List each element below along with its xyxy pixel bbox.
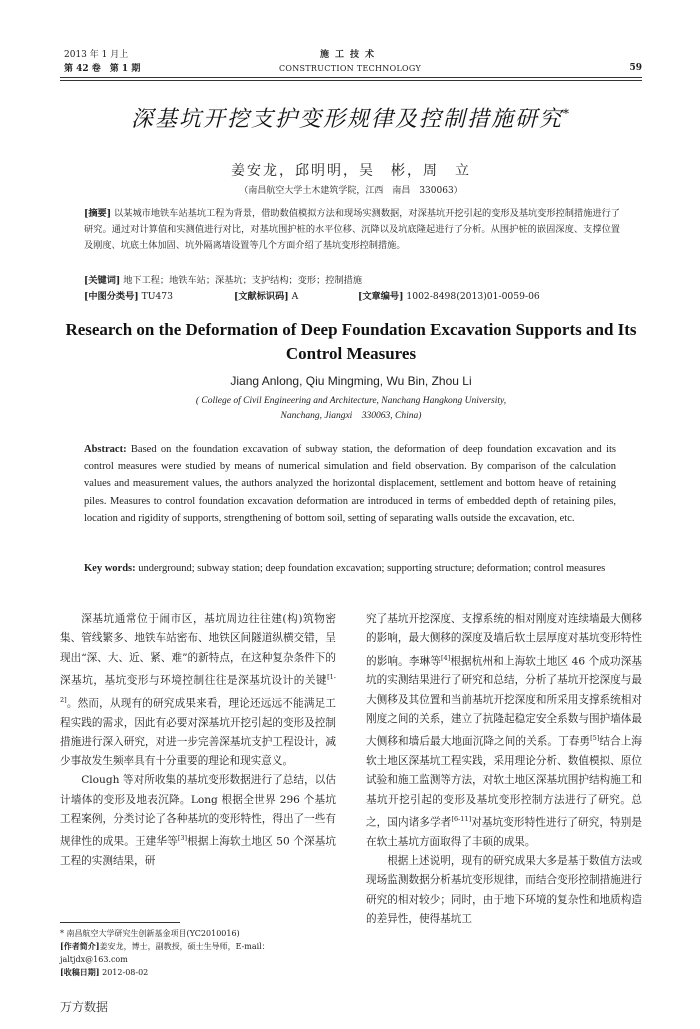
doc-code xyxy=(234,289,298,305)
footnote-author-label: [作者简介] xyxy=(60,941,100,951)
footnote-author-text: 姜安龙，博士，副教授，硕士生导师，E-mail：jaltjdx@163.com xyxy=(60,942,270,964)
footnote-received-date: 2012-08-02 xyxy=(102,968,149,977)
footnote xyxy=(60,927,336,979)
wanfang-watermark: 万方数据 xyxy=(60,1000,109,1014)
abstract-en-label: Abstract: xyxy=(84,444,127,455)
clc-value: TU473 xyxy=(141,291,173,302)
abstract-cn xyxy=(84,206,620,254)
body-text: 究了基坑开挖深度、支撑系统的相对刚度对连续墙最大侧移的影响，最大侧移的深度及墙后软土层厚度对基坑变形特性的影响。李琳等 xyxy=(366,613,642,668)
journal-name-en: CONSTRUCTION TECHNOLOGY xyxy=(278,64,422,73)
body-paragraph xyxy=(60,610,336,771)
keywords-en-label: Key words: xyxy=(84,563,136,574)
keywords-cn-label: [关键词] xyxy=(84,275,121,286)
header-rule-thin xyxy=(60,80,642,81)
abstract-en-text: Based on the foundation excavation of subway station, the deformation of deep foundation excavation and its control measures were studied by means of numerical simulation and field observation. By comparison of the calculation values and measurement values, the authors analyzed the horizontal displacement, settlement and bottom heave of retaining piles. Measures to control foundation excavation deformation are introduced in terms of embedded depth of retaining piles, location and rigidity of supports, strengthening of bottom soil, setting of separating walls outside the excavation, etc. xyxy=(84,444,616,524)
header-volume: 第 42 卷 第 1 期 xyxy=(64,64,141,74)
paper-title-en: Research on the Deformation of Deep Foundation Excavation Supports and Its Control Measures xyxy=(65,320,637,363)
article-value: 1002-8498(2013)01-0059-06 xyxy=(406,291,540,302)
header-journal xyxy=(250,48,450,76)
doc-label: [文献标识码] xyxy=(234,291,289,302)
article-label: [文章编号] xyxy=(358,291,404,302)
footnote-received xyxy=(60,966,336,979)
body-text: 结合上海软土地区深基坑工程实践，采用理论分析、数值模拟、原位试验和施工监测等方法，对软土地区深基坑围护结构施工和基坑开挖引起的变形及基坑变形控制方法进行了研究。总之，国内诸多学者 xyxy=(366,735,643,829)
keywords-cn-text: 地下工程；地铁车站；深基坑；支护结构；变形；控制措施 xyxy=(123,275,363,286)
body-column-left xyxy=(60,610,336,871)
citation-ref: [5] xyxy=(590,734,600,743)
footnote-fund: * 南昌航空大学研究生创新基金项目(YC2010016) xyxy=(60,929,240,938)
body-text: 根据上海软土地区 50 个深基坑工程的实测结果，研 xyxy=(60,835,336,868)
body-text: Clough 等对所收集的基坑变形数据进行了总结，以估计墙体的变形及地表沉降。Long 根据全世界 296 个基坑工程案例，分类讨论了各种基坑的变形特性，得出了一些有规律性的成果。王建华等 xyxy=(60,774,336,848)
footnote-received-label: [收稿日期] xyxy=(60,967,100,977)
affiliation-en xyxy=(60,394,642,424)
keywords-en xyxy=(84,560,616,577)
footnote-author xyxy=(60,940,336,966)
body-paragraph xyxy=(366,610,642,852)
keywords-cn xyxy=(84,273,620,289)
citation-ref: [1-2] xyxy=(60,672,336,704)
paper-title-cn xyxy=(60,102,642,133)
authors-cn: 姜安龙，邱明明，吴 彬，周 立 xyxy=(231,163,471,179)
citation-ref: [3] xyxy=(177,834,188,843)
page-number: 59 xyxy=(629,63,642,73)
header-rule-thick xyxy=(60,77,642,78)
body-paragraph xyxy=(60,771,336,871)
header-date: 2013 年 1 月上 xyxy=(64,50,129,60)
body-column-right xyxy=(366,610,642,929)
abstract-en xyxy=(84,441,616,527)
body-text: 对基坑变形特性进行了研究，特别是在软土基坑方面取得了丰硕的成果。 xyxy=(366,816,642,848)
abstract-cn-text: 以某城市地铁车站基坑工程为背景，借助数值模拟方法和现场实测数据，对深基坑开挖引起的变形及基坑变形控制措施进行了研究。通过对计算值和实测值进行对比，对基坑围护桩的水平位移、沉降以及坑底隆起进行了分析。从围护桩的嵌固深度、支撑位置及刚度、坑底土体加固、坑外隔离墙设置等几个方面介绍了基坑变形控制措施。 xyxy=(84,208,620,251)
title-footnote-mark: * xyxy=(563,106,571,121)
citation-ref: [4] xyxy=(440,653,451,662)
clc-code xyxy=(84,289,173,305)
footnote-rule xyxy=(60,922,180,923)
citation-ref: [6-11] xyxy=(451,815,472,824)
body-text: 。然而，从现有的研究成果来看，理论还远远不能满足工程实践的需求，因此有必要对深基坑开挖引起的变形及控制措施进行深入研究，对进一步完善深基坑支护工程设计，减少事故发生频率具有十分重要的理论和现实意义。 xyxy=(60,697,336,768)
article-number xyxy=(358,289,540,305)
authors-en: Jiang Anlong, Qiu Mingming, Wu Bin, Zhou Li xyxy=(230,374,472,388)
doc-value: A xyxy=(291,291,299,302)
journal-name-cn: 施工技术 xyxy=(319,50,380,60)
title-cn-text: 深基坑开挖支护变形规律及控制措施研究 xyxy=(130,107,563,132)
body-text: 深基坑通常位于闹市区，基坑周边往往建(构)筑物密集、管线繁多、地铁车站密布、地铁区间隧道纵横交错，呈现出“深、大、近、紧、难”的新特点，在这种复杂条件下的深基坑，基坑变形与环境控制往往是深基坑设计的关键 xyxy=(60,613,336,687)
body-paragraph: 根据上述说明，现有的研究成果大多是基于数值方法或现场监测数据分析基坑变形规律，而结合变形控制措施进行研究的相对较少；同时，由于地下环境的复杂性和地质构造的差异性，使得基坑工 xyxy=(366,855,642,926)
header-issue-info xyxy=(64,48,140,76)
clc-label: [中图分类号] xyxy=(84,291,139,302)
affiliation-en-line1: ( College of Civil Engineering and Architecture, Nanchang Hangkong University, xyxy=(195,396,507,406)
keywords-en-text: underground; subway station; deep foundation excavation; supporting structure; deformation; control measures xyxy=(138,563,606,574)
affiliation-en-line2: Nanchang, Jiangxi 330063, China) xyxy=(280,411,422,421)
affiliation-cn: （南昌航空大学土木建筑学院，江西 南昌 330063） xyxy=(239,186,463,196)
body-text: 根据杭州和上海软土地区 46 个成功深基坑的实测结果进行了研究和总结，分析了基坑开挖深度与最大侧移及其位置和当前基坑开挖深度和所采用支撑系统相对刚度之间的关系，建立了抗隆起稳定安全系数与围护墙体最大侧移和墙后最大地面沉降之间的关系。丁春勇 xyxy=(366,655,643,748)
abstract-cn-label: [摘要] xyxy=(84,208,112,219)
